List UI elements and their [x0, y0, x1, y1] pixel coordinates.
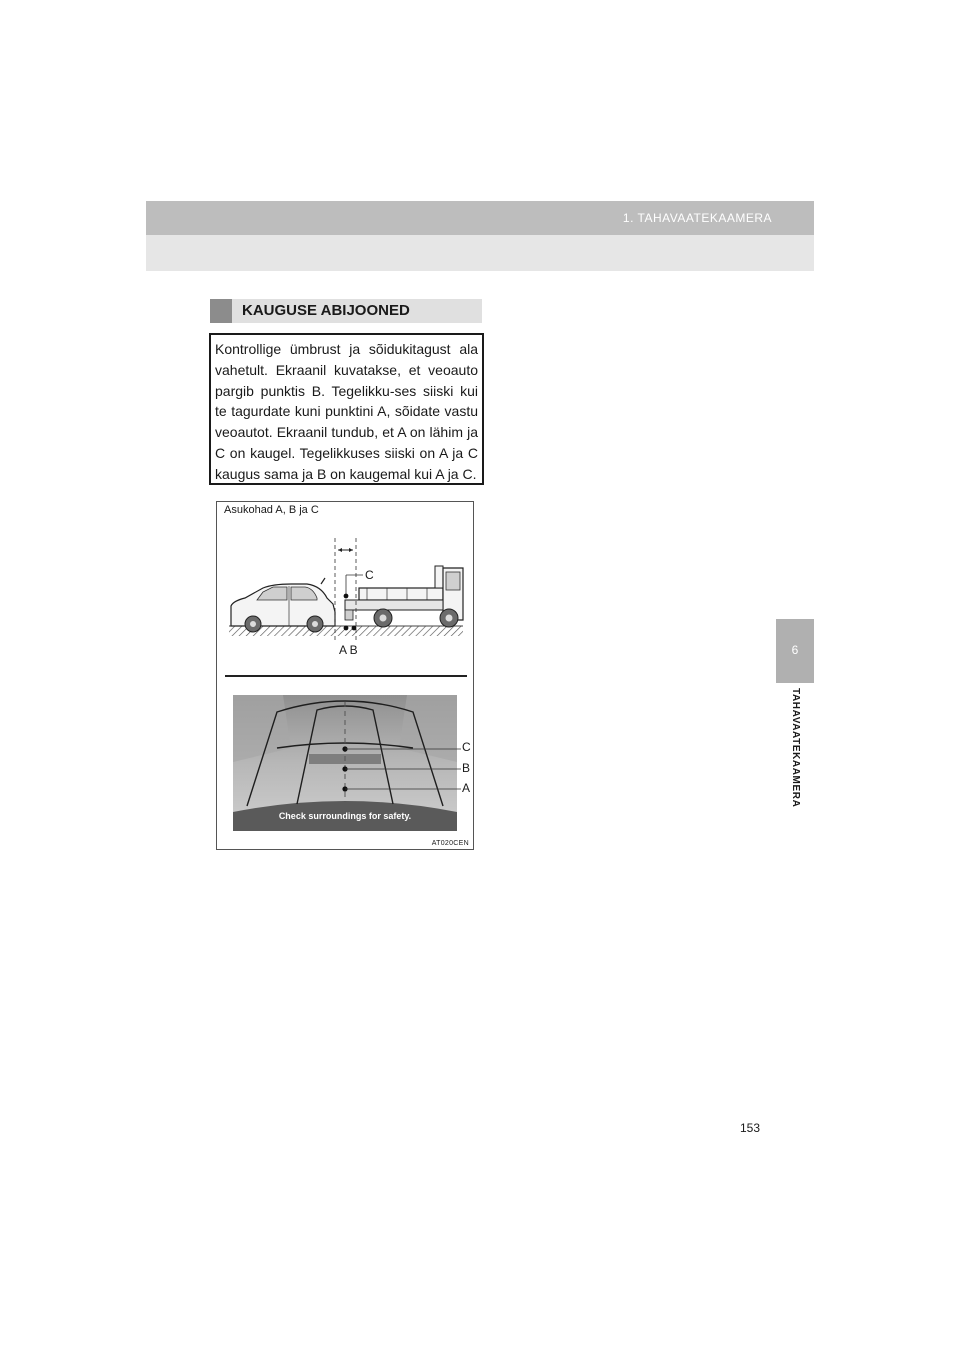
screen-label-c: C [462, 740, 471, 754]
chapter-number: 6 [791, 643, 799, 657]
figure-code: AT020CEN [431, 840, 469, 847]
header-top-bar [146, 201, 814, 235]
illustration-figure [216, 501, 474, 850]
screen-label-a: A [462, 781, 471, 795]
page-number: 153 [740, 1121, 761, 1135]
car-side-view [231, 578, 335, 632]
camera-message: Check surroundings for safety. [278, 811, 412, 821]
header-band [146, 201, 814, 271]
heading-square [210, 299, 232, 323]
section-title: 1. TAHAVAATEKAAMERA [622, 211, 772, 225]
chapter-tab [776, 619, 814, 683]
screen-label-b: B [462, 761, 471, 775]
illustration-drawing [217, 502, 473, 849]
chapter-label: TAHAVAATEKAAMERA [790, 688, 801, 808]
heading-title: KAUGUSE ABIJOONED [242, 302, 410, 319]
side-label-ab: A B [339, 643, 358, 657]
note-box [209, 333, 484, 485]
side-label-c: C [365, 568, 374, 582]
figure-caption: Asukohad A, B ja C [224, 504, 319, 516]
heading-bar [210, 299, 482, 323]
note-text: Kontrollige ümbrust ja sõidukitagust ala vahetult. Ekraanil kuvatakse, et veoauto pargib punktis B. Tegelikku-ses siiski kui te tagurdate kuni punktini A, sõidate vastu veoautot. Ekraanil tundub, et A on lähim ja C on kaugel. Tegelikkuses siiski on A ja C kaugus sama ja B on kaugemal kui A ja C. [215, 341, 478, 482]
